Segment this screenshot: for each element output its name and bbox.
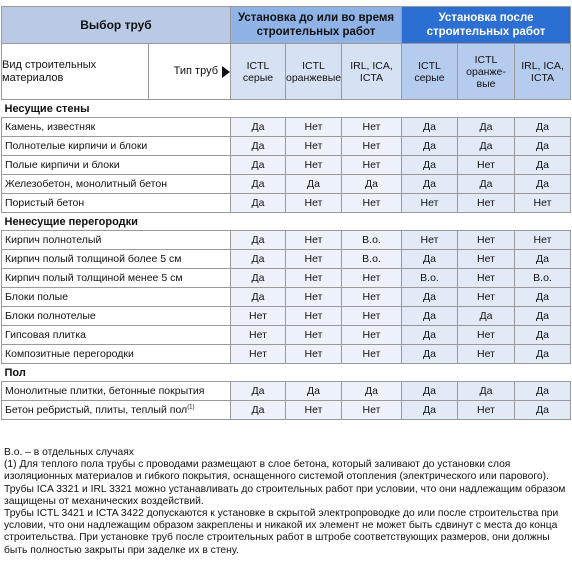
- note-paragraph: (1) Для теплого пола трубы с проводами размещают в слое бетона, который заливают до установки слоя изоляционных материалов и гибкого покрытия, оснащенного системой отопления (электрического или парового).: [4, 459, 549, 483]
- cell-value: В.о.: [342, 250, 402, 269]
- cell-value: Да: [402, 401, 458, 420]
- cell-value: Да: [515, 156, 571, 175]
- material-name: [2, 175, 231, 194]
- cell-value: Нет: [458, 269, 515, 288]
- cell-value: Да: [515, 307, 571, 326]
- group-before-construction: Установка до или во время строительных работ: [231, 7, 402, 44]
- cell-value: Да: [458, 118, 515, 137]
- column-header: ICTL серые: [231, 44, 286, 100]
- table-row: [2, 288, 571, 307]
- cell-value: Да: [458, 382, 515, 401]
- cell-value: Да: [515, 175, 571, 194]
- cell-value: Да: [402, 137, 458, 156]
- group-after-construction: Установка после строительных работ: [402, 7, 571, 44]
- cell-value: Да: [231, 156, 286, 175]
- material-name-text: Блоки полые: [5, 291, 69, 303]
- cell-value: Да: [402, 156, 458, 175]
- material-name: [2, 137, 231, 156]
- cell-value: Да: [402, 307, 458, 326]
- cell-value: Нет: [286, 250, 342, 269]
- section-title: Пол: [2, 364, 571, 382]
- cell-value: Да: [231, 118, 286, 137]
- column-header: IRL, ICA, ICTA: [342, 44, 402, 100]
- section-header: [2, 364, 571, 382]
- table-row: [2, 231, 571, 250]
- table-row: [2, 326, 571, 345]
- cell-value: Да: [231, 175, 286, 194]
- materials-header: Вид строительных материалов: [2, 44, 149, 100]
- cell-value: Да: [402, 250, 458, 269]
- cell-value: Нет: [286, 401, 342, 420]
- cell-value: Нет: [286, 194, 342, 213]
- material-name-text: Камень, известняк: [5, 121, 96, 133]
- table-row: [2, 250, 571, 269]
- material-name: [2, 156, 231, 175]
- cell-value: Нет: [342, 307, 402, 326]
- table-row: [2, 269, 571, 288]
- material-name: [2, 345, 231, 364]
- cell-value: Нет: [342, 156, 402, 175]
- cell-value: Нет: [286, 118, 342, 137]
- cell-value: Да: [402, 175, 458, 194]
- material-name-text: Монолитные плитки, бетонные покрытия: [5, 385, 205, 397]
- material-name: [2, 118, 231, 137]
- cell-value: Нет: [231, 326, 286, 345]
- cell-value: Нет: [286, 156, 342, 175]
- cell-value: Нет: [286, 137, 342, 156]
- cell-value: Да: [402, 326, 458, 345]
- material-name-text: Кирпич полнотелый: [5, 234, 102, 246]
- material-name-text: Блоки полнотелые: [5, 310, 96, 322]
- column-header: IRL, ICA, ICTA: [515, 44, 571, 100]
- cell-value: Нет: [458, 231, 515, 250]
- material-name: [2, 288, 231, 307]
- material-name-text: Бетон ребристый, плиты, теплый пол: [5, 404, 188, 416]
- cell-value: Да: [342, 175, 402, 194]
- cell-value: Нет: [458, 326, 515, 345]
- cell-value: Да: [515, 345, 571, 364]
- cell-value: Нет: [458, 401, 515, 420]
- section-header: [2, 100, 571, 118]
- material-name-text: Композитные перегородки: [5, 348, 134, 360]
- material-name: [2, 269, 231, 288]
- table-row: [2, 345, 571, 364]
- cell-value: Нет: [402, 194, 458, 213]
- cell-value: Нет: [342, 288, 402, 307]
- cell-value: Да: [458, 307, 515, 326]
- material-name: [2, 307, 231, 326]
- table-row: [2, 175, 571, 194]
- cell-value: Да: [515, 401, 571, 420]
- cell-value: Нет: [286, 345, 342, 364]
- cell-value: Нет: [342, 345, 402, 364]
- cell-value: Нет: [231, 345, 286, 364]
- cell-value: Да: [515, 288, 571, 307]
- material-name-text: Полнотелые кирпичи и блоки: [5, 140, 148, 152]
- column-header: ICTL серые: [402, 44, 458, 100]
- cell-value: Да: [286, 382, 342, 401]
- cell-value: Да: [402, 382, 458, 401]
- material-name: [2, 250, 231, 269]
- table-title: Выбор труб: [2, 7, 231, 44]
- cell-value: Нет: [515, 231, 571, 250]
- material-name-text: Кирпич полый толщиной более 5 см: [5, 253, 182, 265]
- cell-value: Да: [458, 137, 515, 156]
- cell-value: Да: [286, 175, 342, 194]
- cell-value: Да: [342, 382, 402, 401]
- arrow-right-icon: [222, 66, 230, 78]
- cell-value: Да: [515, 118, 571, 137]
- cell-value: Да: [402, 345, 458, 364]
- cell-value: Да: [515, 250, 571, 269]
- column-header: ICTL оранже-вые: [458, 44, 515, 100]
- material-name-text: Пористый бетон: [5, 197, 85, 209]
- note-paragraph: Трубы ICA 3321 и IRL 3321 можно устанавливать до строительных работ при условии, что они надлежащим образом защищены от механических воздействий.: [4, 483, 566, 507]
- cell-value: Да: [231, 194, 286, 213]
- cell-value: Нет: [458, 288, 515, 307]
- cell-value: Нет: [458, 250, 515, 269]
- material-name: [2, 231, 231, 250]
- table-row: [2, 307, 571, 326]
- cell-value: Да: [231, 137, 286, 156]
- cell-value: Нет: [515, 194, 571, 213]
- cell-value: Нет: [342, 194, 402, 213]
- cell-value: Нет: [342, 137, 402, 156]
- table-row: [2, 401, 571, 420]
- table-row: [2, 118, 571, 137]
- material-name-text: Гипсовая плитка: [5, 329, 86, 341]
- material-name: [2, 194, 231, 213]
- cell-value: Да: [515, 137, 571, 156]
- cell-value: Нет: [402, 231, 458, 250]
- cell-value: В.о.: [402, 269, 458, 288]
- section-title: Ненесущие перегородки: [2, 213, 571, 231]
- section-title: Несущие стены: [2, 100, 571, 118]
- cell-value: Нет: [458, 156, 515, 175]
- cell-value: Да: [458, 175, 515, 194]
- column-header: ICTL оранжевые: [286, 44, 342, 100]
- cell-value: Нет: [342, 326, 402, 345]
- cell-value: Нет: [286, 307, 342, 326]
- pipe-type-label: Тип труб: [173, 65, 218, 78]
- note-paragraph: В.о. – в отдельных случаях: [4, 447, 134, 458]
- section-header: [2, 213, 571, 231]
- cell-value: Да: [515, 382, 571, 401]
- cell-value: Да: [402, 288, 458, 307]
- cell-value: Да: [231, 269, 286, 288]
- cell-value: Нет: [286, 231, 342, 250]
- table-row: [2, 137, 571, 156]
- table-row: [2, 194, 571, 213]
- footnote-marker: (1): [187, 404, 195, 411]
- table-row: [2, 382, 571, 401]
- cell-value: Да: [402, 118, 458, 137]
- cell-value: Нет: [286, 326, 342, 345]
- pipe-type-header: [149, 44, 231, 100]
- cell-value: Нет: [286, 269, 342, 288]
- cell-value: Да: [231, 231, 286, 250]
- cell-value: Нет: [342, 401, 402, 420]
- cell-value: Нет: [286, 288, 342, 307]
- material-name: [2, 382, 231, 401]
- material-name-text: Железобетон, монолитный бетон: [5, 178, 167, 190]
- cell-value: Нет: [342, 269, 402, 288]
- material-name-text: Кирпич полый толщиной менее 5 см: [5, 272, 183, 284]
- material-name: [2, 326, 231, 345]
- cell-value: Да: [515, 326, 571, 345]
- cell-value: В.о.: [515, 269, 571, 288]
- cell-value: Да: [231, 401, 286, 420]
- cell-value: Нет: [458, 194, 515, 213]
- cell-value: Нет: [458, 345, 515, 364]
- cell-value: Да: [231, 250, 286, 269]
- footnotes: [4, 447, 568, 557]
- cell-value: Да: [231, 382, 286, 401]
- cell-value: Да: [231, 288, 286, 307]
- cell-value: Нет: [231, 307, 286, 326]
- note-paragraph: Трубы ICTL 3421 и ICTA 3422 допускаются к установке в скрытой электропроводке до или после строительства при условии, что они надлежащим образом закреплены и никакой их элемент не может быть сдвинут с места до конца строительства. При установке труб после строительных работ в штробе соответствующих размеров, они должны быть полностью закрыты при заделке их в стену.: [4, 508, 559, 556]
- cell-value: Нет: [342, 118, 402, 137]
- pipe-selection-table: [1, 6, 571, 420]
- table-row: [2, 156, 571, 175]
- material-name-text: Полые кирпичи и блоки: [5, 159, 120, 171]
- material-name: [2, 401, 231, 420]
- table-body: [2, 100, 571, 420]
- cell-value: В.о.: [342, 231, 402, 250]
